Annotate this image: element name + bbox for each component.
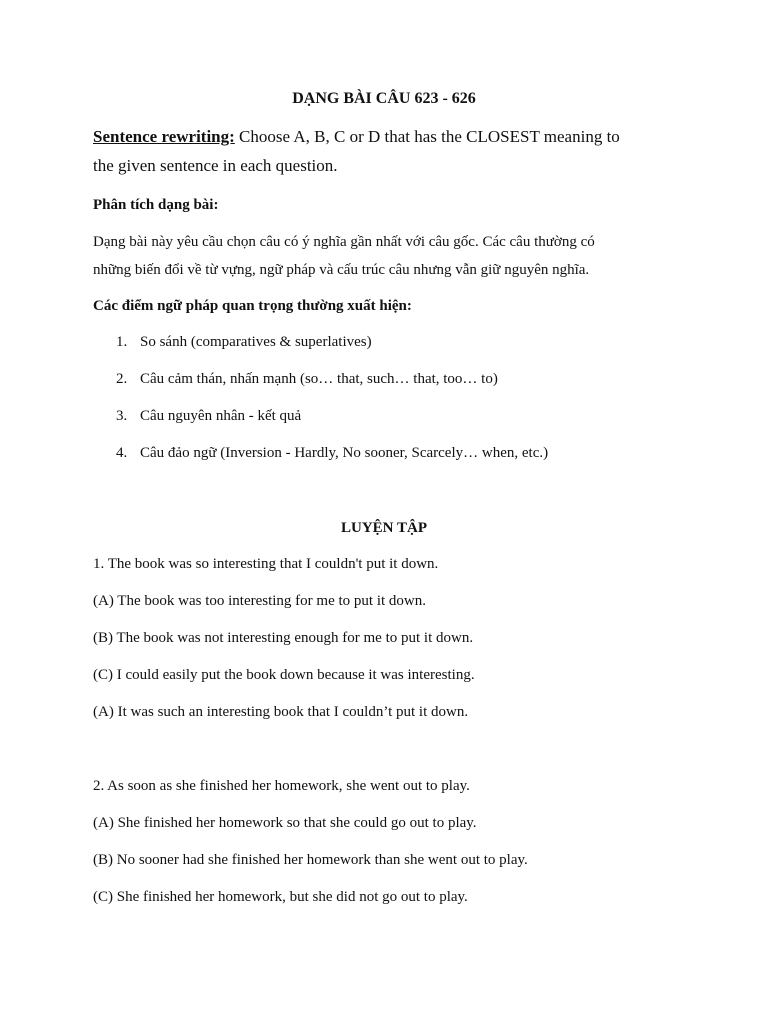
grammar-item-number: 1. — [116, 334, 128, 350]
page-title: DẠNG BÀI CÂU 623 - 626 — [292, 90, 476, 107]
question-2-option: (C) She finished her homework, but she did not go out to play. — [93, 889, 468, 905]
question-1-option: (A) The book was too interesting for me to put it down. — [93, 593, 427, 609]
grammar-item-text: So sánh (comparatives & superlatives) — [140, 334, 372, 350]
grammar-item-number: 3. — [116, 408, 128, 424]
question-1-option: (C) I could easily put the book down because it was interesting. — [93, 667, 475, 683]
grammar-item-text: Câu đảo ngữ (Inversion - Hardly, No sooner, Scarcely… when, etc.) — [140, 445, 549, 461]
grammar-item-number: 2. — [116, 371, 128, 387]
grammar-item — [116, 333, 372, 351]
question-1-option: (A) It was such an interesting book that I couldn’t put it down. — [93, 704, 469, 720]
grammar-item-text: Câu nguyên nhân - kết quả — [140, 408, 302, 424]
analysis-heading: Phân tích dạng bài: — [93, 197, 219, 213]
analysis-line-2: những biến đổi về từ vựng, ngữ pháp và cấu trúc câu nhưng vẫn giữ nguyên nghĩa. — [93, 262, 590, 278]
question-1-stem: 1. The book was so interesting that I couldn't put it down. — [93, 556, 439, 572]
instruction-line-2: the given sentence in each question. — [93, 156, 338, 175]
grammar-item — [116, 444, 548, 462]
grammar-item-text: Câu cảm thán, nhấn mạnh (so… that, such… that, too… to) — [140, 371, 498, 387]
instruction-text-1: Choose A, B, C or D that has the CLOSEST meaning to — [239, 127, 620, 146]
instruction-line-1 — [93, 127, 620, 147]
grammar-item-number: 4. — [116, 445, 128, 461]
question-1-option: (B) The book was not interesting enough for me to put it down. — [93, 630, 474, 646]
grammar-item — [116, 407, 301, 425]
analysis-line-1: Dạng bài này yêu cầu chọn câu có ý nghĩa gần nhất với câu gốc. Các câu thường có — [93, 234, 595, 250]
grammar-item — [116, 370, 498, 388]
question-2-option: (A) She finished her homework so that she could go out to play. — [93, 815, 477, 831]
instruction-label: Sentence rewriting: — [93, 127, 235, 146]
practice-heading: LUYỆN TẬP — [341, 520, 427, 536]
question-2-option: (B) No sooner had she finished her homework than she went out to play. — [93, 852, 528, 868]
question-2-stem: 2. As soon as she finished her homework, she went out to play. — [93, 778, 470, 794]
grammar-heading: Các điểm ngữ pháp quan trọng thường xuất hiện: — [93, 298, 412, 314]
